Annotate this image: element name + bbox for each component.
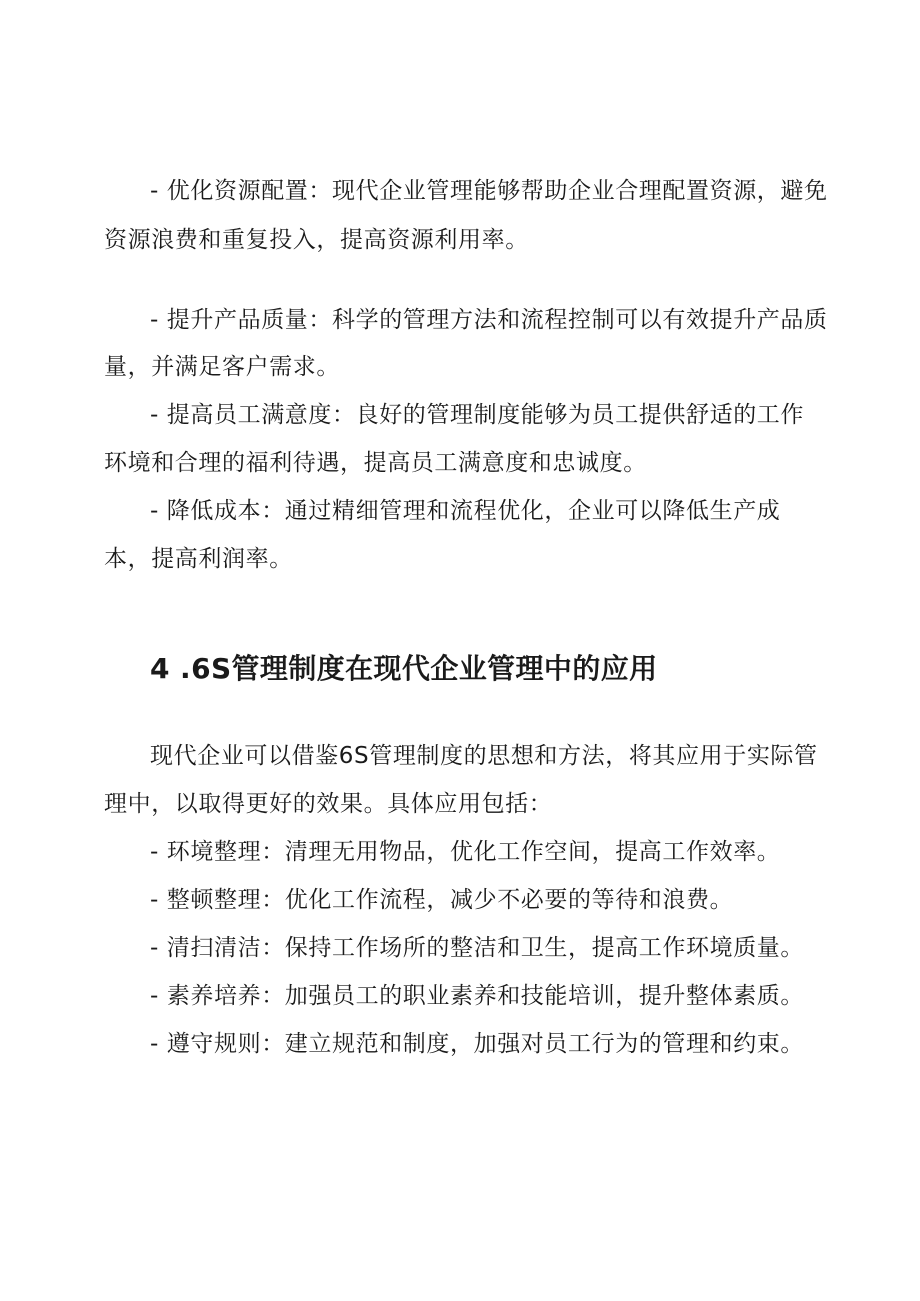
- bullet-product-quality-line2: 量，并满足客户需求。: [104, 354, 340, 380]
- bullet-employee-satisfaction-line1: - 提高员工满意度：良好的管理制度能够为员工提供舒适的工作: [150, 402, 805, 428]
- section-heading: 4 .6S管理制度在现代企业管理中的应用: [150, 652, 658, 685]
- bullet-optimize-resources-line2: 资源浪费和重复投入，提高资源利用率。: [104, 227, 529, 253]
- list-item-cleaning: - 清扫清洁：保持工作场所的整洁和卫生，提高工作环境质量。: [150, 935, 805, 961]
- bullet-reduce-cost-line2: 本，提高利润率。: [104, 546, 293, 572]
- list-item-rules: - 遵守规则：建立规范和制度，加强对员工行为的管理和约束。: [150, 1031, 805, 1057]
- list-item-training: - 素养培养：加强员工的职业素养和技能培训，提升整体素质。: [150, 983, 805, 1009]
- intro-paragraph-line1: 现代企业可以借鉴6S管理制度的思想和方法，将其应用于实际管: [150, 743, 818, 769]
- list-item-environment: - 环境整理：清理无用物品，优化工作空间，提高工作效率。: [150, 839, 781, 865]
- bullet-reduce-cost-line1: - 降低成本：通过精细管理和流程优化，企业可以降低生产成: [150, 498, 781, 524]
- intro-paragraph-line2: 理中，以取得更好的效果。具体应用包括：: [104, 791, 553, 817]
- list-item-workflow: - 整顿整理：优化工作流程，减少不必要的等待和浪费。: [150, 887, 734, 913]
- bullet-optimize-resources-line1: - 优化资源配置：现代企业管理能够帮助企业合理配置资源，避免: [150, 178, 828, 204]
- bullet-product-quality-line1: - 提升产品质量：科学的管理方法和流程控制可以有效提升产品质: [150, 307, 828, 333]
- bullet-employee-satisfaction-line2: 环境和合理的福利待遇，提高员工满意度和忠诚度。: [104, 450, 647, 476]
